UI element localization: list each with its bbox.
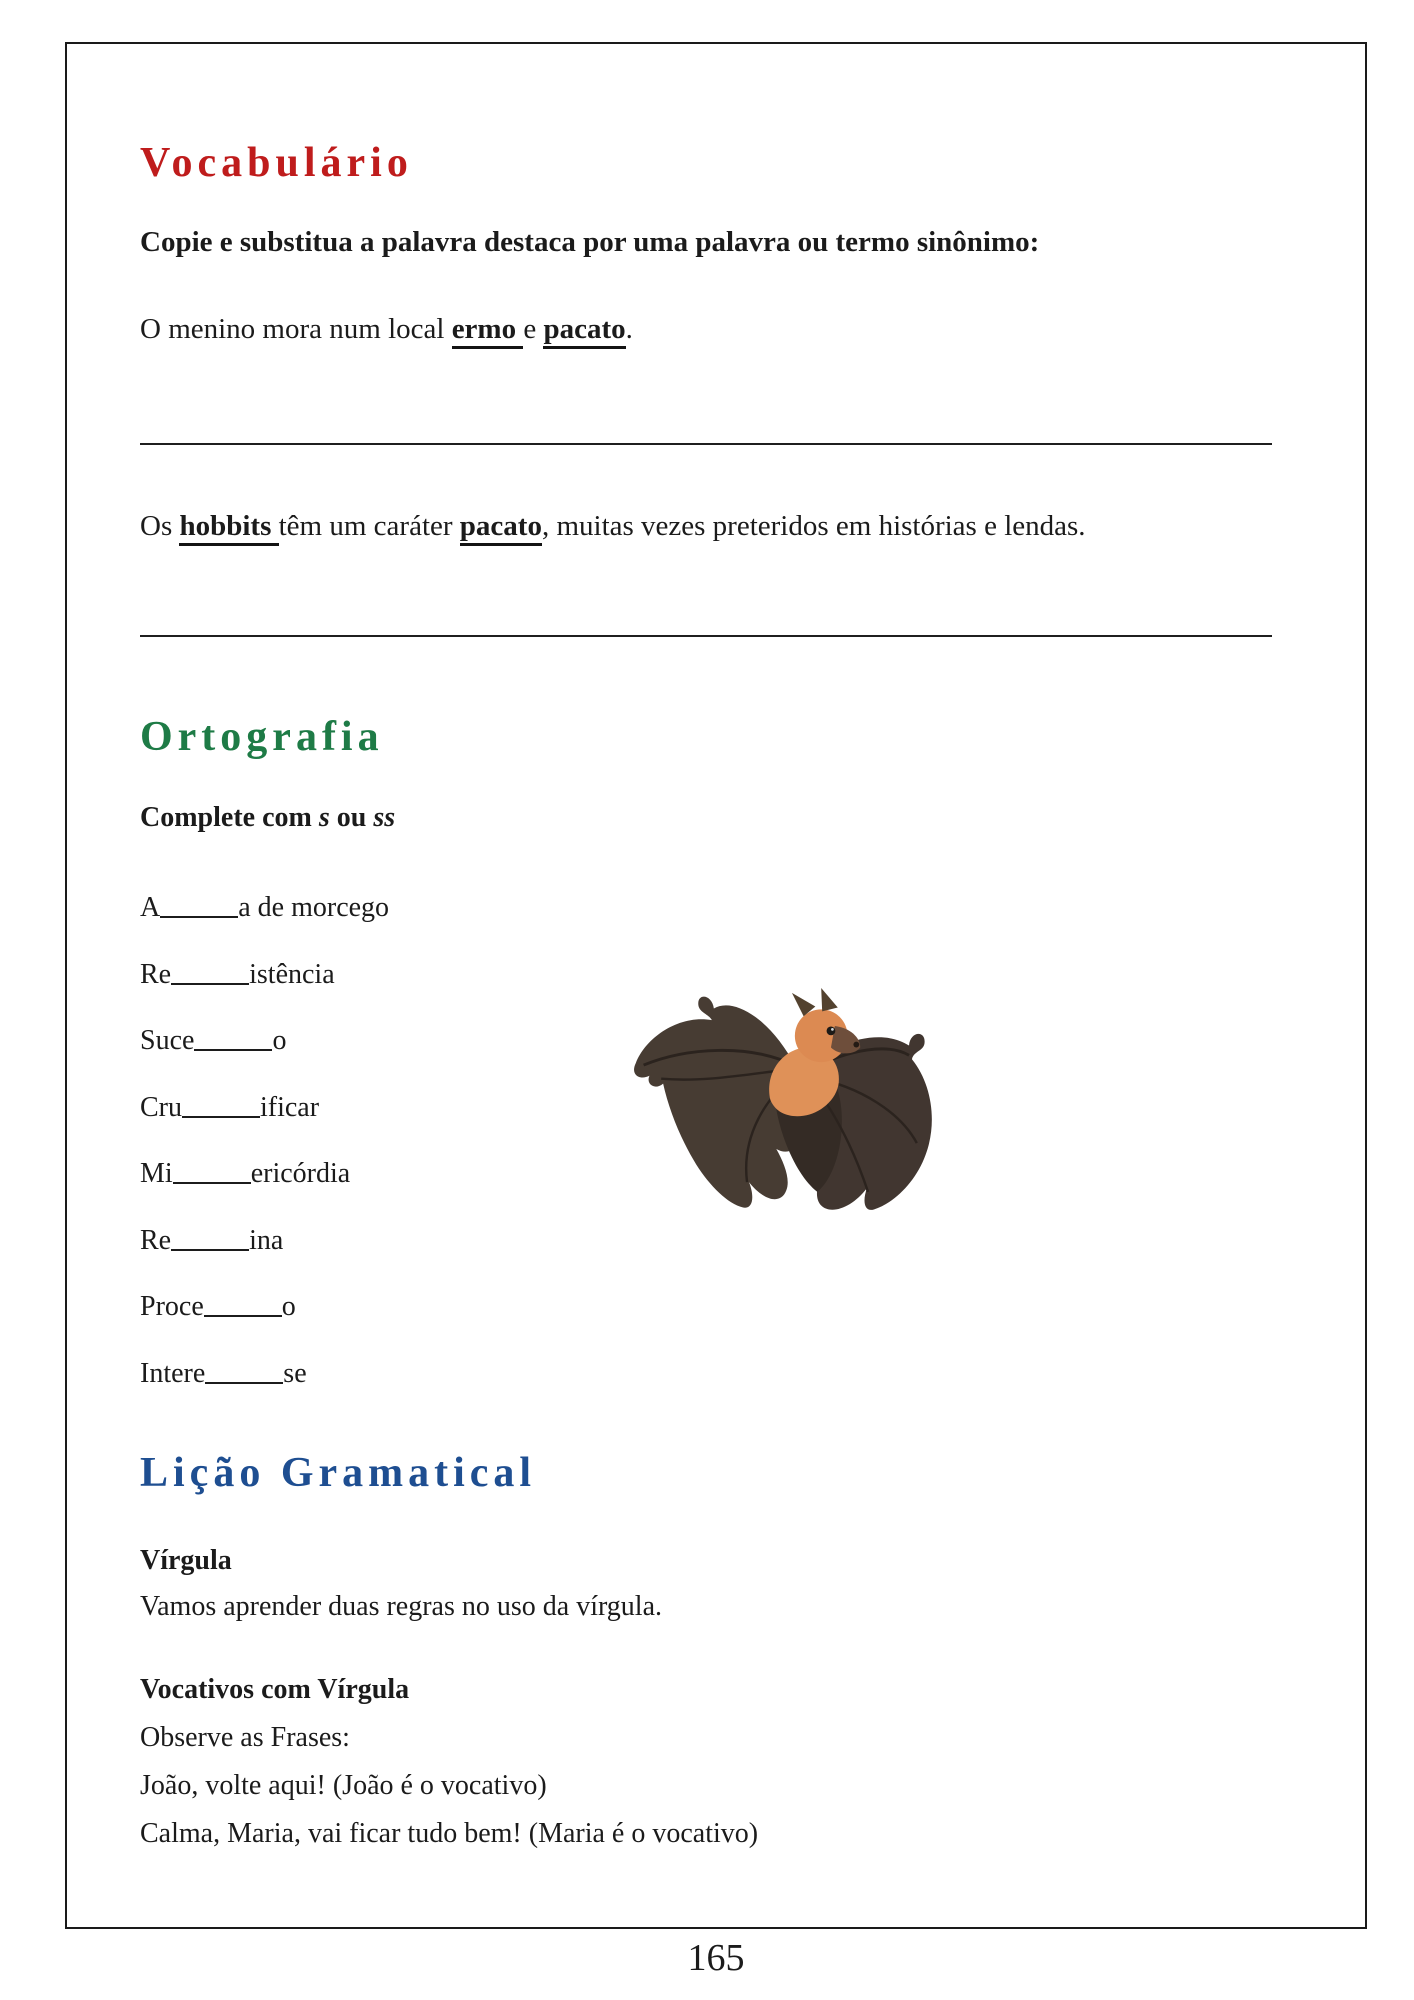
ortografia-instruction-s: s <box>318 802 330 833</box>
ortografia-instruction-ss: ss <box>373 802 396 833</box>
ortho-item-2 <box>140 942 389 1009</box>
ortho-item-6-suffix: ina <box>249 1224 284 1256</box>
ortho-item-5-prefix: Mi <box>140 1158 173 1189</box>
ortografia-heading: Ortografia <box>140 714 384 760</box>
licao-heading: Lição Gramatical <box>140 1450 537 1496</box>
ortografia-instruction-part2: ou <box>329 802 374 833</box>
bat-icon <box>628 983 950 1231</box>
vocabulario-instruction: Copie e substitua a palavra destaca por uma palavra ou termo sinônimo: <box>140 226 1040 258</box>
virgula-block <box>140 1538 662 1630</box>
vocativos-line3: Calma, Maria, vai ficar tudo bem! (Maria é o vocativo) <box>140 1818 759 1849</box>
vocativos-subheading: Vocativos com Vírgula <box>140 1674 410 1705</box>
ortho-item-5-blank <box>173 1182 251 1184</box>
answer-line-2 <box>140 635 1272 637</box>
ortho-item-5-suffix: ericórdia <box>250 1158 351 1189</box>
ortho-item-8-prefix: Intere <box>140 1357 206 1389</box>
virgula-line1: Vamos aprender duas regras no uso da vírgula. <box>140 1591 663 1622</box>
ortografia-instruction <box>140 802 395 834</box>
vocativos-block <box>140 1666 758 1858</box>
ortho-item-1-suffix: a de morcego <box>238 892 390 923</box>
sentence2-highlight-hobbits: hobbits <box>179 510 278 546</box>
ortho-item-6-prefix: Re <box>140 1224 172 1256</box>
page-number: 165 <box>687 1937 745 1979</box>
sentence2-pre: Os <box>140 510 180 542</box>
ortho-item-8-blank <box>205 1382 283 1384</box>
ortho-item-7-blank <box>204 1315 282 1317</box>
ortho-item-1-prefix: A <box>140 892 161 923</box>
exercise-sentence-2 <box>140 509 1086 544</box>
answer-line-1 <box>140 443 1272 445</box>
sentence1-pre: O menino mora num local <box>140 313 452 345</box>
sentence1-post: . <box>625 313 633 345</box>
vocabulario-heading: Vocabulário <box>140 140 413 186</box>
ortho-item-2-suffix: istência <box>249 958 335 990</box>
ortho-item-7-suffix: o <box>281 1291 296 1322</box>
ortho-item-3-blank <box>194 1049 272 1051</box>
ortho-item-4-blank <box>182 1116 260 1118</box>
ortho-item-4-suffix: ificar <box>260 1091 320 1123</box>
sentence2-highlight-pacato: pacato <box>460 510 542 546</box>
ortho-item-3-prefix: Suce <box>140 1025 195 1056</box>
ortho-item-7 <box>140 1274 389 1341</box>
vocativos-line2: João, volte aqui! (João é o vocativo) <box>140 1770 547 1801</box>
ortho-item-7-prefix: Proce <box>140 1291 204 1322</box>
vocativos-line1: Observe as Frases: <box>140 1722 350 1753</box>
ortho-item-1-blank <box>160 916 238 918</box>
ortho-item-8-suffix: se <box>283 1357 307 1389</box>
ortho-item-2-blank <box>171 983 249 985</box>
ortho-item-4 <box>140 1075 389 1142</box>
ortho-item-8 <box>140 1341 389 1408</box>
ortho-item-4-prefix: Cru <box>140 1091 182 1123</box>
ortho-item-2-prefix: Re <box>140 958 172 990</box>
ortho-item-3-suffix: o <box>272 1025 287 1056</box>
sentence2-mid: têm um caráter <box>278 510 460 542</box>
ortho-item-5 <box>140 1141 389 1208</box>
sentence1-highlight-ermo: ermo <box>452 313 524 349</box>
ortografia-instruction-part1: Complete com <box>140 802 319 833</box>
ortho-item-6 <box>140 1208 389 1275</box>
bat-illustration <box>628 983 950 1231</box>
sentence1-mid: e <box>523 313 544 345</box>
ortho-item-6-blank <box>171 1249 249 1251</box>
ortho-item-3 <box>140 1008 389 1075</box>
ortho-item-1 <box>140 875 389 942</box>
sentence2-post: , muitas vezes preteridos em histórias e lendas. <box>541 510 1086 542</box>
sentence1-highlight-pacato: pacato <box>543 313 625 349</box>
exercise-sentence-1 <box>140 312 633 347</box>
virgula-subheading: Vírgula <box>140 1545 232 1576</box>
ortografia-fill-list <box>140 875 389 1407</box>
